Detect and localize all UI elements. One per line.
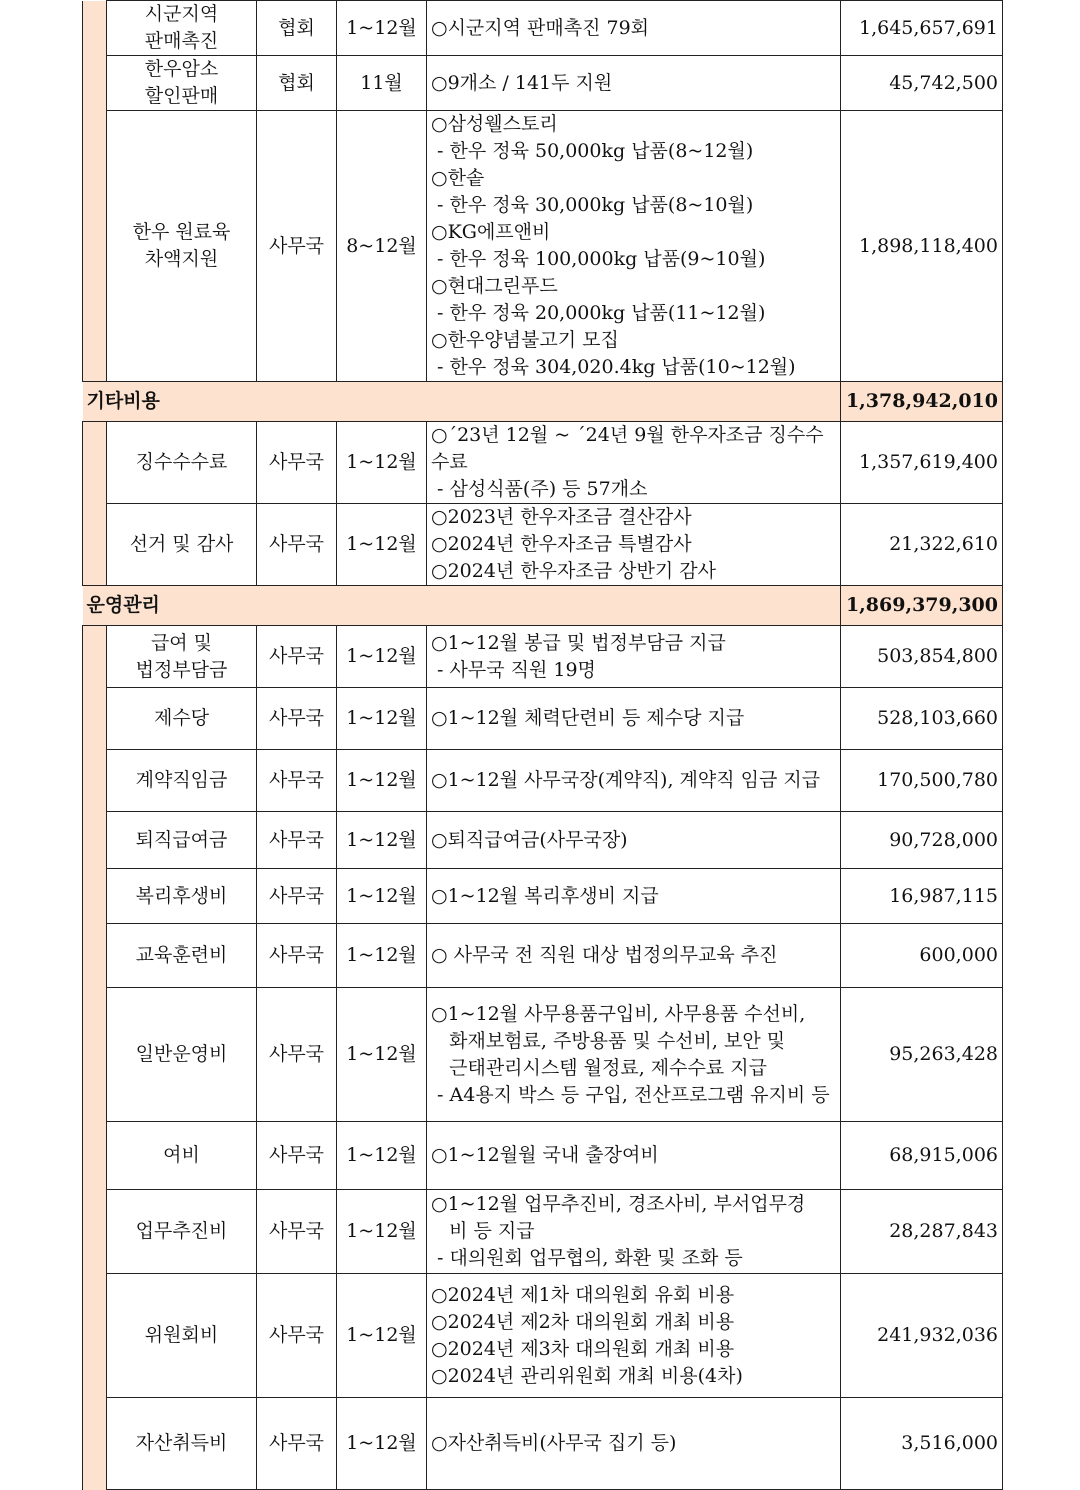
item-amount: 95,263,428 xyxy=(841,988,1003,1122)
table-row xyxy=(83,1122,1003,1190)
item-description xyxy=(427,869,841,924)
item-description xyxy=(427,1,841,56)
item-description xyxy=(427,111,841,382)
section-strip xyxy=(83,1122,107,1190)
text-line: 할인판매 xyxy=(144,85,219,107)
item-amount: 90,728,000 xyxy=(841,812,1003,869)
item-description xyxy=(427,924,841,988)
item-name xyxy=(107,1274,257,1398)
group-title: 기타비용 xyxy=(83,382,841,422)
section-strip xyxy=(83,750,107,812)
table-row xyxy=(83,988,1003,1122)
section-strip xyxy=(83,1,107,56)
text-line: ○1~12월 복리후생비 지급 xyxy=(431,884,659,907)
item-organization: 사무국 xyxy=(257,1190,337,1274)
text-line: 한우암소 xyxy=(144,58,219,80)
item-amount: 3,516,000 xyxy=(841,1398,1003,1490)
table-row xyxy=(83,1274,1003,1398)
section-strip xyxy=(83,812,107,869)
item-organization: 사무국 xyxy=(257,111,337,382)
budget-table xyxy=(82,0,1003,1490)
item-period: 1~12월 xyxy=(337,812,427,869)
text-line: 계약직임금 xyxy=(135,769,228,791)
text-line: ○1~12월 업무추진비, 경조사비, 부서업무경 xyxy=(431,1193,806,1215)
table-row xyxy=(83,869,1003,924)
text-line: 시군지역 xyxy=(144,3,219,25)
item-name xyxy=(107,924,257,988)
table-row xyxy=(83,750,1003,812)
text-line: ○삼성웰스토리 xyxy=(431,113,558,135)
group-header-row xyxy=(83,586,1003,626)
item-name xyxy=(107,626,257,688)
text-line: 차액지원 xyxy=(144,248,219,270)
item-period: 1~12월 xyxy=(337,504,427,586)
text-line: ○한솥 xyxy=(431,167,485,189)
item-amount: 21,322,610 xyxy=(841,504,1003,586)
text-line: ○1~12월 사무국장(계약직), 계약직 임금 지급 xyxy=(431,769,821,791)
text-line: 자산취득비 xyxy=(135,1432,228,1454)
item-organization: 사무국 xyxy=(257,812,337,869)
text-line: - 대의원회 업무협의, 화환 및 조화 등 xyxy=(431,1247,743,1269)
text-line: ○9개소 / 141두 지원 xyxy=(431,71,613,94)
table-row xyxy=(83,1398,1003,1490)
text-line: 여비 xyxy=(163,1144,200,1166)
text-line: 선거 및 감사 xyxy=(129,533,234,555)
budget-table-body xyxy=(83,1,1003,1490)
section-strip xyxy=(83,988,107,1122)
text-line: 일반운영비 xyxy=(135,1043,228,1065)
text-line: 퇴직급여금 xyxy=(135,828,228,851)
table-row xyxy=(83,626,1003,688)
text-line: ○2024년 제2차 대의원회 개최 비용 xyxy=(431,1310,735,1333)
item-description xyxy=(427,988,841,1122)
item-amount: 1,357,619,400 xyxy=(841,422,1003,504)
text-line: ○1~12월 봉급 및 법정부담금 지급 xyxy=(431,631,726,654)
text-line: 위원회비 xyxy=(144,1324,219,1346)
text-line: ○현대그린푸드 xyxy=(431,275,558,297)
table-row xyxy=(83,56,1003,111)
section-strip xyxy=(83,869,107,924)
item-description xyxy=(427,1122,841,1190)
table-row xyxy=(83,924,1003,988)
table-row xyxy=(83,422,1003,504)
group-header-row xyxy=(83,382,1003,422)
item-amount: 241,932,036 xyxy=(841,1274,1003,1398)
item-name xyxy=(107,111,257,382)
item-organization: 사무국 xyxy=(257,924,337,988)
item-period: 1~12월 xyxy=(337,869,427,924)
section-strip xyxy=(83,1190,107,1274)
text-line: ○1~12월 체력단련비 등 제수당 지급 xyxy=(431,707,745,729)
group-amount: 1,869,379,300 xyxy=(841,586,1003,626)
item-description xyxy=(427,56,841,111)
item-name xyxy=(107,812,257,869)
section-strip xyxy=(83,111,107,382)
item-period: 1~12월 xyxy=(337,988,427,1122)
item-period: 1~12월 xyxy=(337,422,427,504)
table-row xyxy=(83,1190,1003,1274)
text-line: ○2024년 제1차 대의원회 유회 비용 xyxy=(431,1283,735,1306)
item-description xyxy=(427,750,841,812)
table-row xyxy=(83,688,1003,750)
item-name xyxy=(107,1190,257,1274)
text-line: ○2024년 제3차 대의원회 개최 비용 xyxy=(431,1337,735,1360)
text-line: ○2024년 한우자조금 상반기 감사 xyxy=(431,560,716,582)
item-period: 8~12월 xyxy=(337,111,427,382)
section-strip xyxy=(83,1274,107,1398)
item-amount: 16,987,115 xyxy=(841,869,1003,924)
item-organization: 사무국 xyxy=(257,869,337,924)
item-name xyxy=(107,988,257,1122)
item-description xyxy=(427,1274,841,1398)
text-line: ○KG에프앤비 xyxy=(431,221,551,243)
item-amount: 600,000 xyxy=(841,924,1003,988)
item-period: 1~12월 xyxy=(337,750,427,812)
item-period: 1~12월 xyxy=(337,688,427,750)
item-period: 11월 xyxy=(337,56,427,111)
item-name xyxy=(107,56,257,111)
item-description xyxy=(427,1398,841,1490)
text-line: ○퇴직급여금(사무국장) xyxy=(431,828,628,851)
text-line: 판매촉진 xyxy=(144,30,219,52)
item-period: 1~12월 xyxy=(337,1274,427,1398)
item-amount: 528,103,660 xyxy=(841,688,1003,750)
text-line: 비 등 지급 xyxy=(431,1220,535,1242)
table-row xyxy=(83,504,1003,586)
text-line: ○´23년 12월 ~ ´24년 9월 한우자조금 징수수수료 xyxy=(431,424,824,473)
item-period: 1~12월 xyxy=(337,1398,427,1490)
text-line: - 한우 정육 100,000kg 납품(9~10월) xyxy=(431,248,766,270)
text-line: - 한우 정육 50,000kg 납품(8~12월) xyxy=(431,140,754,162)
item-amount: 1,898,118,400 xyxy=(841,111,1003,382)
text-line: 법정부담금 xyxy=(135,658,228,681)
item-amount: 68,915,006 xyxy=(841,1122,1003,1190)
text-line: 복리후생비 xyxy=(135,884,228,907)
item-name xyxy=(107,504,257,586)
text-line: - 한우 정육 30,000kg 납품(8~10월) xyxy=(431,194,754,216)
item-organization: 사무국 xyxy=(257,422,337,504)
table-row xyxy=(83,812,1003,869)
item-description xyxy=(427,504,841,586)
text-line: - 한우 정육 20,000kg 납품(11~12월) xyxy=(431,302,766,324)
section-strip xyxy=(83,504,107,586)
text-line: - 한우 정육 304,020.4kg 납품(10~12월) xyxy=(431,356,796,378)
section-strip xyxy=(83,924,107,988)
item-organization: 사무국 xyxy=(257,988,337,1122)
item-name xyxy=(107,688,257,750)
item-name xyxy=(107,1398,257,1490)
text-line: - 삼성식품(주) 등 57개소 xyxy=(431,478,648,500)
item-description xyxy=(427,812,841,869)
item-name xyxy=(107,1,257,56)
item-amount: 503,854,800 xyxy=(841,626,1003,688)
text-line: ○2024년 한우자조금 특별감사 xyxy=(431,533,692,555)
item-period: 1~12월 xyxy=(337,1122,427,1190)
text-line: ○한우양념불고기 모집 xyxy=(431,329,619,351)
text-line: 한우 원료육 xyxy=(132,221,231,243)
section-strip xyxy=(83,1398,107,1490)
section-strip xyxy=(83,626,107,688)
text-line: 근태관리시스템 월정료, 제수수료 지급 xyxy=(431,1056,767,1079)
item-organization: 사무국 xyxy=(257,750,337,812)
item-name xyxy=(107,869,257,924)
item-period: 1~12월 xyxy=(337,924,427,988)
item-amount: 28,287,843 xyxy=(841,1190,1003,1274)
item-organization: 사무국 xyxy=(257,1122,337,1190)
item-organization: 사무국 xyxy=(257,626,337,688)
item-description xyxy=(427,422,841,504)
text-line: 제수당 xyxy=(153,707,210,729)
group-title: 운영관리 xyxy=(83,586,841,626)
item-description xyxy=(427,1190,841,1274)
item-organization: 사무국 xyxy=(257,504,337,586)
item-amount: 170,500,780 xyxy=(841,750,1003,812)
text-line: ○2024년 관리위원회 개최 비용(4차) xyxy=(431,1364,743,1387)
item-amount: 45,742,500 xyxy=(841,56,1003,111)
text-line: 업무추진비 xyxy=(135,1220,228,1242)
text-line: ○2023년 한우자조금 결산감사 xyxy=(431,506,692,528)
text-line: - 사무국 직원 19명 xyxy=(431,658,596,681)
item-period: 1~12월 xyxy=(337,1,427,56)
item-description xyxy=(427,626,841,688)
item-organization: 사무국 xyxy=(257,688,337,750)
item-period: 1~12월 xyxy=(337,626,427,688)
item-organization: 사무국 xyxy=(257,1274,337,1398)
text-line: 교육훈련비 xyxy=(135,944,228,966)
item-name xyxy=(107,1122,257,1190)
text-line: - A4용지 박스 등 구입, 전산프로그램 유지비 등 xyxy=(431,1083,830,1106)
table-row xyxy=(83,1,1003,56)
table-row xyxy=(83,111,1003,382)
section-strip xyxy=(83,688,107,750)
text-line: ○시군지역 판매촉진 79회 xyxy=(431,16,650,39)
section-strip xyxy=(83,422,107,504)
group-amount: 1,378,942,010 xyxy=(841,382,1003,422)
text-line: ○1~12월월 국내 출장여비 xyxy=(431,1144,659,1166)
item-name xyxy=(107,422,257,504)
text-line: 징수수수료 xyxy=(135,451,228,473)
text-line: 화재보험료, 주방용품 및 수선비, 보안 및 xyxy=(431,1029,786,1052)
item-organization: 협회 xyxy=(257,1,337,56)
text-line: 급여 및 xyxy=(150,631,213,654)
item-organization: 협회 xyxy=(257,56,337,111)
item-description xyxy=(427,688,841,750)
text-line: ○1~12월 사무용품구입비, 사무용품 수선비, xyxy=(431,1002,806,1025)
item-period: 1~12월 xyxy=(337,1190,427,1274)
item-name xyxy=(107,750,257,812)
section-strip xyxy=(83,56,107,111)
text-line: ○자산취득비(사무국 집기 등) xyxy=(431,1432,677,1454)
item-organization: 사무국 xyxy=(257,1398,337,1490)
item-amount: 1,645,657,691 xyxy=(841,1,1003,56)
text-line: ○ 사무국 전 직원 대상 법정의무교육 추진 xyxy=(431,944,778,966)
